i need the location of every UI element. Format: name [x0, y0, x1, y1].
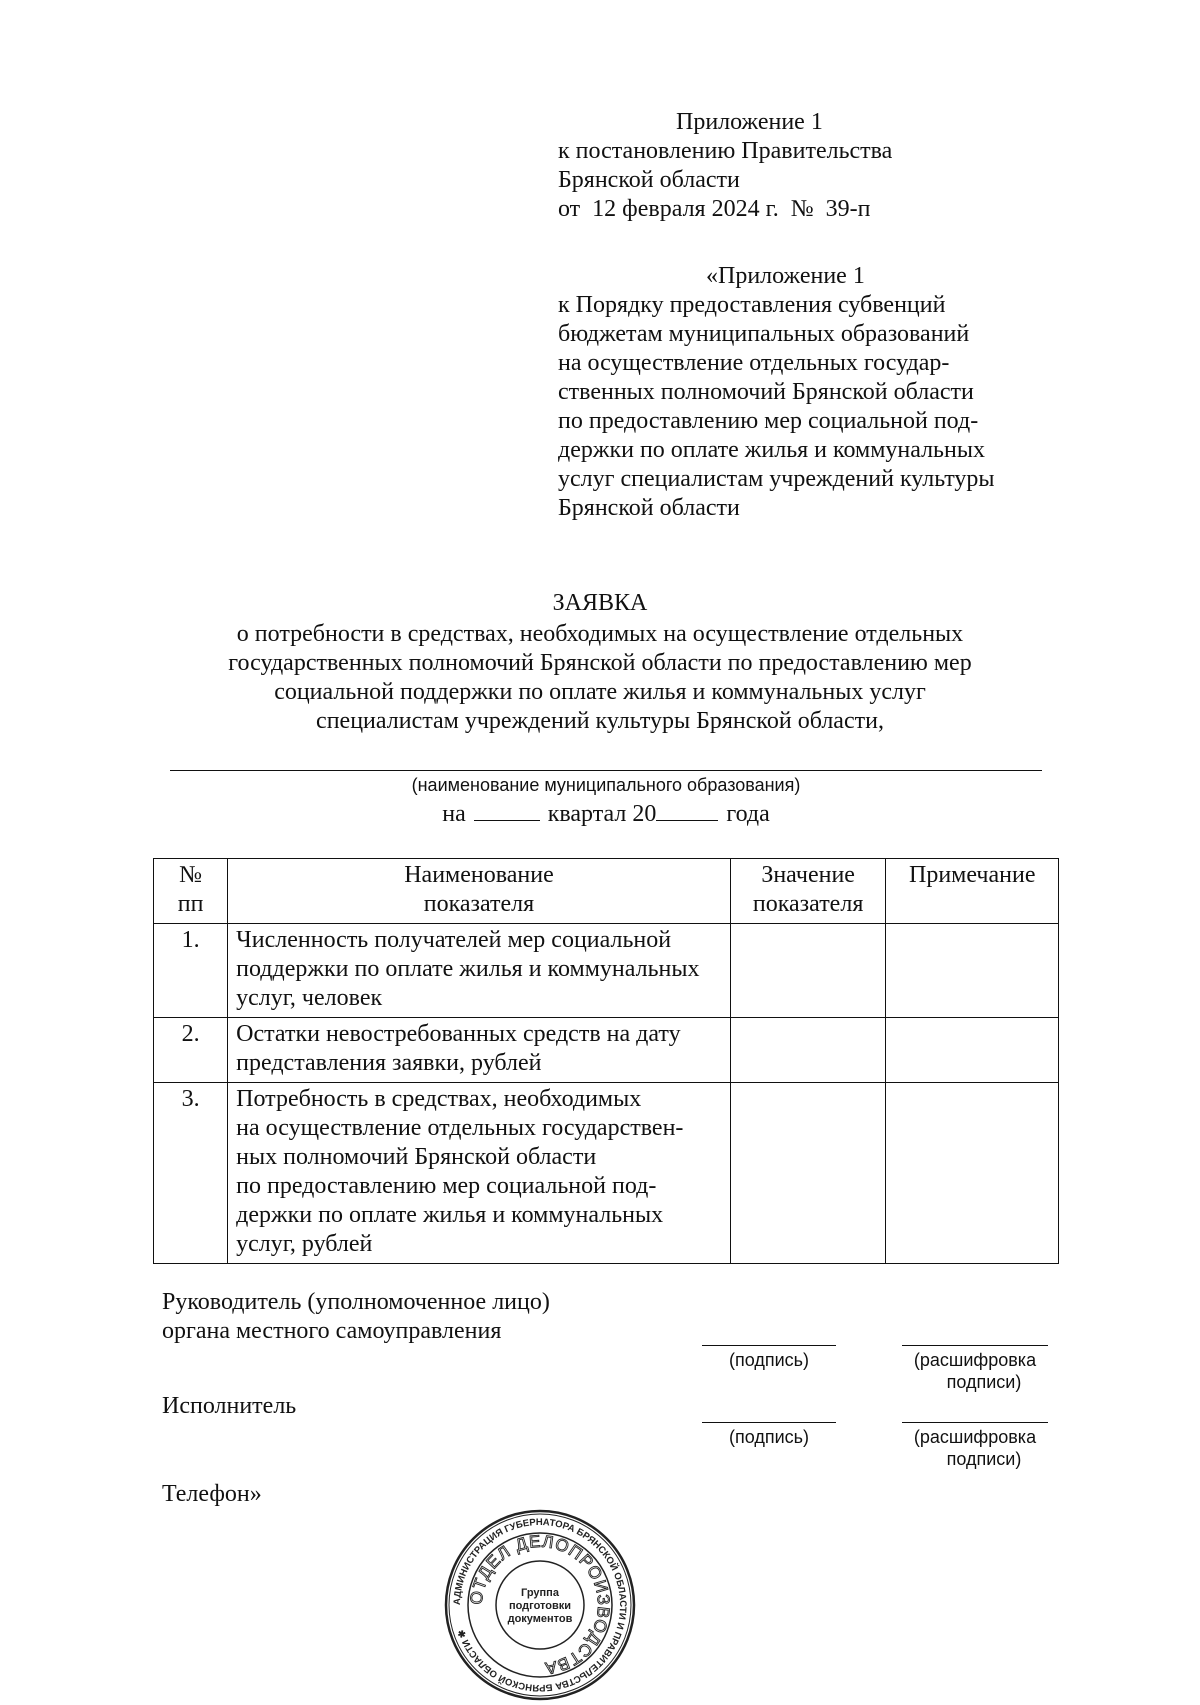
executor-label: Исполнитель [162, 1393, 297, 1419]
stamp-ring-text: ОТДЕЛ ДЕЛОПРОИЗВОДСТВА [466, 1531, 614, 1679]
decode-caption-line: (расшифровка [913, 1350, 1037, 1370]
decode-caption-line: подписи) [946, 1449, 1022, 1469]
header-note [886, 859, 1059, 924]
row-number: 2. [154, 1018, 228, 1083]
phone-label: Телефон» [162, 1481, 262, 1507]
signature-caption: (подпись) [728, 1427, 810, 1447]
order-appendix-line: ственных полномочий Брянской области [558, 379, 974, 405]
table-row [154, 1083, 1059, 1264]
header-text: пп [177, 891, 204, 917]
year-blank[interactable] [656, 800, 718, 821]
order-appendix-line: Брянской области [558, 495, 740, 521]
indicators-table [153, 858, 1059, 1264]
order-appendix-line: «Приложение 1 [706, 263, 865, 289]
decree-appendix-line: Брянской области [558, 167, 740, 193]
cell-line: представления заявки, рублей [236, 1050, 542, 1076]
decree-appendix-line: к постановлению Правительства [558, 138, 893, 164]
table-row [154, 924, 1059, 1018]
order-appendix-line: на осуществление отдельных государ- [558, 350, 950, 376]
order-appendix-line: держки по оплате жилья и коммунальных [558, 437, 985, 463]
row-indicator-name [228, 924, 731, 1018]
subtitle-line: государственных полномочий Брянской области по предоставлению мер [228, 650, 972, 676]
order-appendix-line: бюджетам муниципальных образований [558, 321, 970, 347]
stamp-center-line: документов [507, 1613, 573, 1625]
period-suffix: года [726, 801, 770, 827]
decree-appendix-line: Приложение 1 [676, 109, 823, 135]
order-appendix-line: по предоставлению мер социальной под- [558, 408, 979, 434]
row-note-cell[interactable] [886, 924, 1059, 1018]
header-text: Примечание [908, 862, 1036, 888]
cell-line: поддержки по оплате жилья и коммунальных [236, 956, 700, 982]
order-appendix-line: услуг специалистам учреждений культуры [558, 466, 995, 492]
signatory-line: органа местного самоуправления [162, 1318, 502, 1344]
document-subtitle [150, 620, 1050, 736]
table-header-row [154, 859, 1059, 924]
period-prefix: на [442, 801, 466, 827]
head-signatory-label [162, 1288, 550, 1346]
row-value-cell[interactable] [730, 1083, 886, 1264]
head-signature-line[interactable] [702, 1345, 836, 1346]
row-indicator-name [228, 1018, 731, 1083]
row-number: 3. [154, 1083, 228, 1264]
period-line [170, 800, 1042, 829]
row-number: 1. [154, 924, 228, 1018]
cell-line: держки по оплате жилья и коммунальных [236, 1202, 664, 1228]
cell-line: на осуществление отдельных государствен- [236, 1115, 684, 1141]
cell-line: по предоставлению мер социальной под- [236, 1173, 657, 1199]
decode-caption-line: подписи) [946, 1372, 1022, 1392]
executor-decode-line[interactable] [902, 1422, 1048, 1423]
stamp-center-line: Группа [521, 1587, 559, 1599]
executor-signature-line[interactable] [702, 1422, 836, 1423]
decree-appendix-header [558, 108, 892, 224]
header-text: Значение [761, 862, 855, 888]
subtitle-line: специалистам учреждений культуры Брянской области, [316, 708, 884, 734]
row-value-cell[interactable] [730, 1018, 886, 1083]
decode-caption [902, 1426, 1048, 1470]
signature-caption: (подпись) [728, 1350, 810, 1370]
stamp-center-line: подготовки [508, 1600, 572, 1612]
signatory-line: Руководитель (уполномоченное лицо) [162, 1289, 550, 1315]
cell-line: Потребность в средствах, необходимых [236, 1086, 642, 1112]
quarter-blank[interactable] [474, 800, 540, 821]
period-middle: квартал 20 [547, 801, 657, 827]
subtitle-line: о потребности в средствах, необходимых на осуществление отдельных [236, 621, 964, 647]
cell-line: услуг, человек [236, 985, 383, 1011]
subtitle-line: социальной поддержки по оплате жилья и коммунальных услуг [274, 679, 926, 705]
cell-line: Численность получателей мер социальной [236, 927, 672, 953]
cell-line: Остатки невостребованных средств на дату [236, 1021, 681, 1047]
header-number [154, 859, 228, 924]
cell-line: ных полномочий Брянской области [236, 1144, 597, 1170]
row-value-cell[interactable] [730, 924, 886, 1018]
decode-caption-line: (расшифровка [913, 1427, 1037, 1447]
decree-date-number: от 12 февраля 2024 г. № 39-п [558, 196, 871, 222]
header-text: Наименование [404, 862, 554, 888]
cell-line: услуг, рублей [236, 1231, 373, 1257]
decode-caption [902, 1349, 1048, 1393]
municipality-blank-line[interactable] [170, 770, 1042, 771]
order-appendix-line: к Порядку предоставления субвенций [558, 292, 946, 318]
header-text: показателя [423, 891, 535, 917]
header-text: № [179, 862, 203, 888]
row-note-cell[interactable] [886, 1083, 1059, 1264]
order-appendix-header [558, 262, 1078, 523]
row-note-cell[interactable] [886, 1018, 1059, 1083]
seal-stamp-icon [440, 1505, 640, 1705]
header-indicator-name [228, 859, 731, 924]
table-row [154, 1018, 1059, 1083]
head-decode-line[interactable] [902, 1345, 1048, 1346]
municipality-caption: (наименование муниципального образования) [411, 775, 801, 795]
row-indicator-name [228, 1083, 731, 1264]
header-indicator-value [730, 859, 886, 924]
header-text: показателя [752, 891, 864, 917]
stamp-outer-text: АДМИНИСТРАЦИЯ ГУБЕРНАТОРА БРЯНСКОЙ ОБЛАСТИ И ПРАВИТЕЛЬСТВА БРЯНСКОЙ ОБЛАСТИ ✱ [451, 1516, 629, 1694]
document-title: ЗАЯВКА [552, 590, 648, 616]
